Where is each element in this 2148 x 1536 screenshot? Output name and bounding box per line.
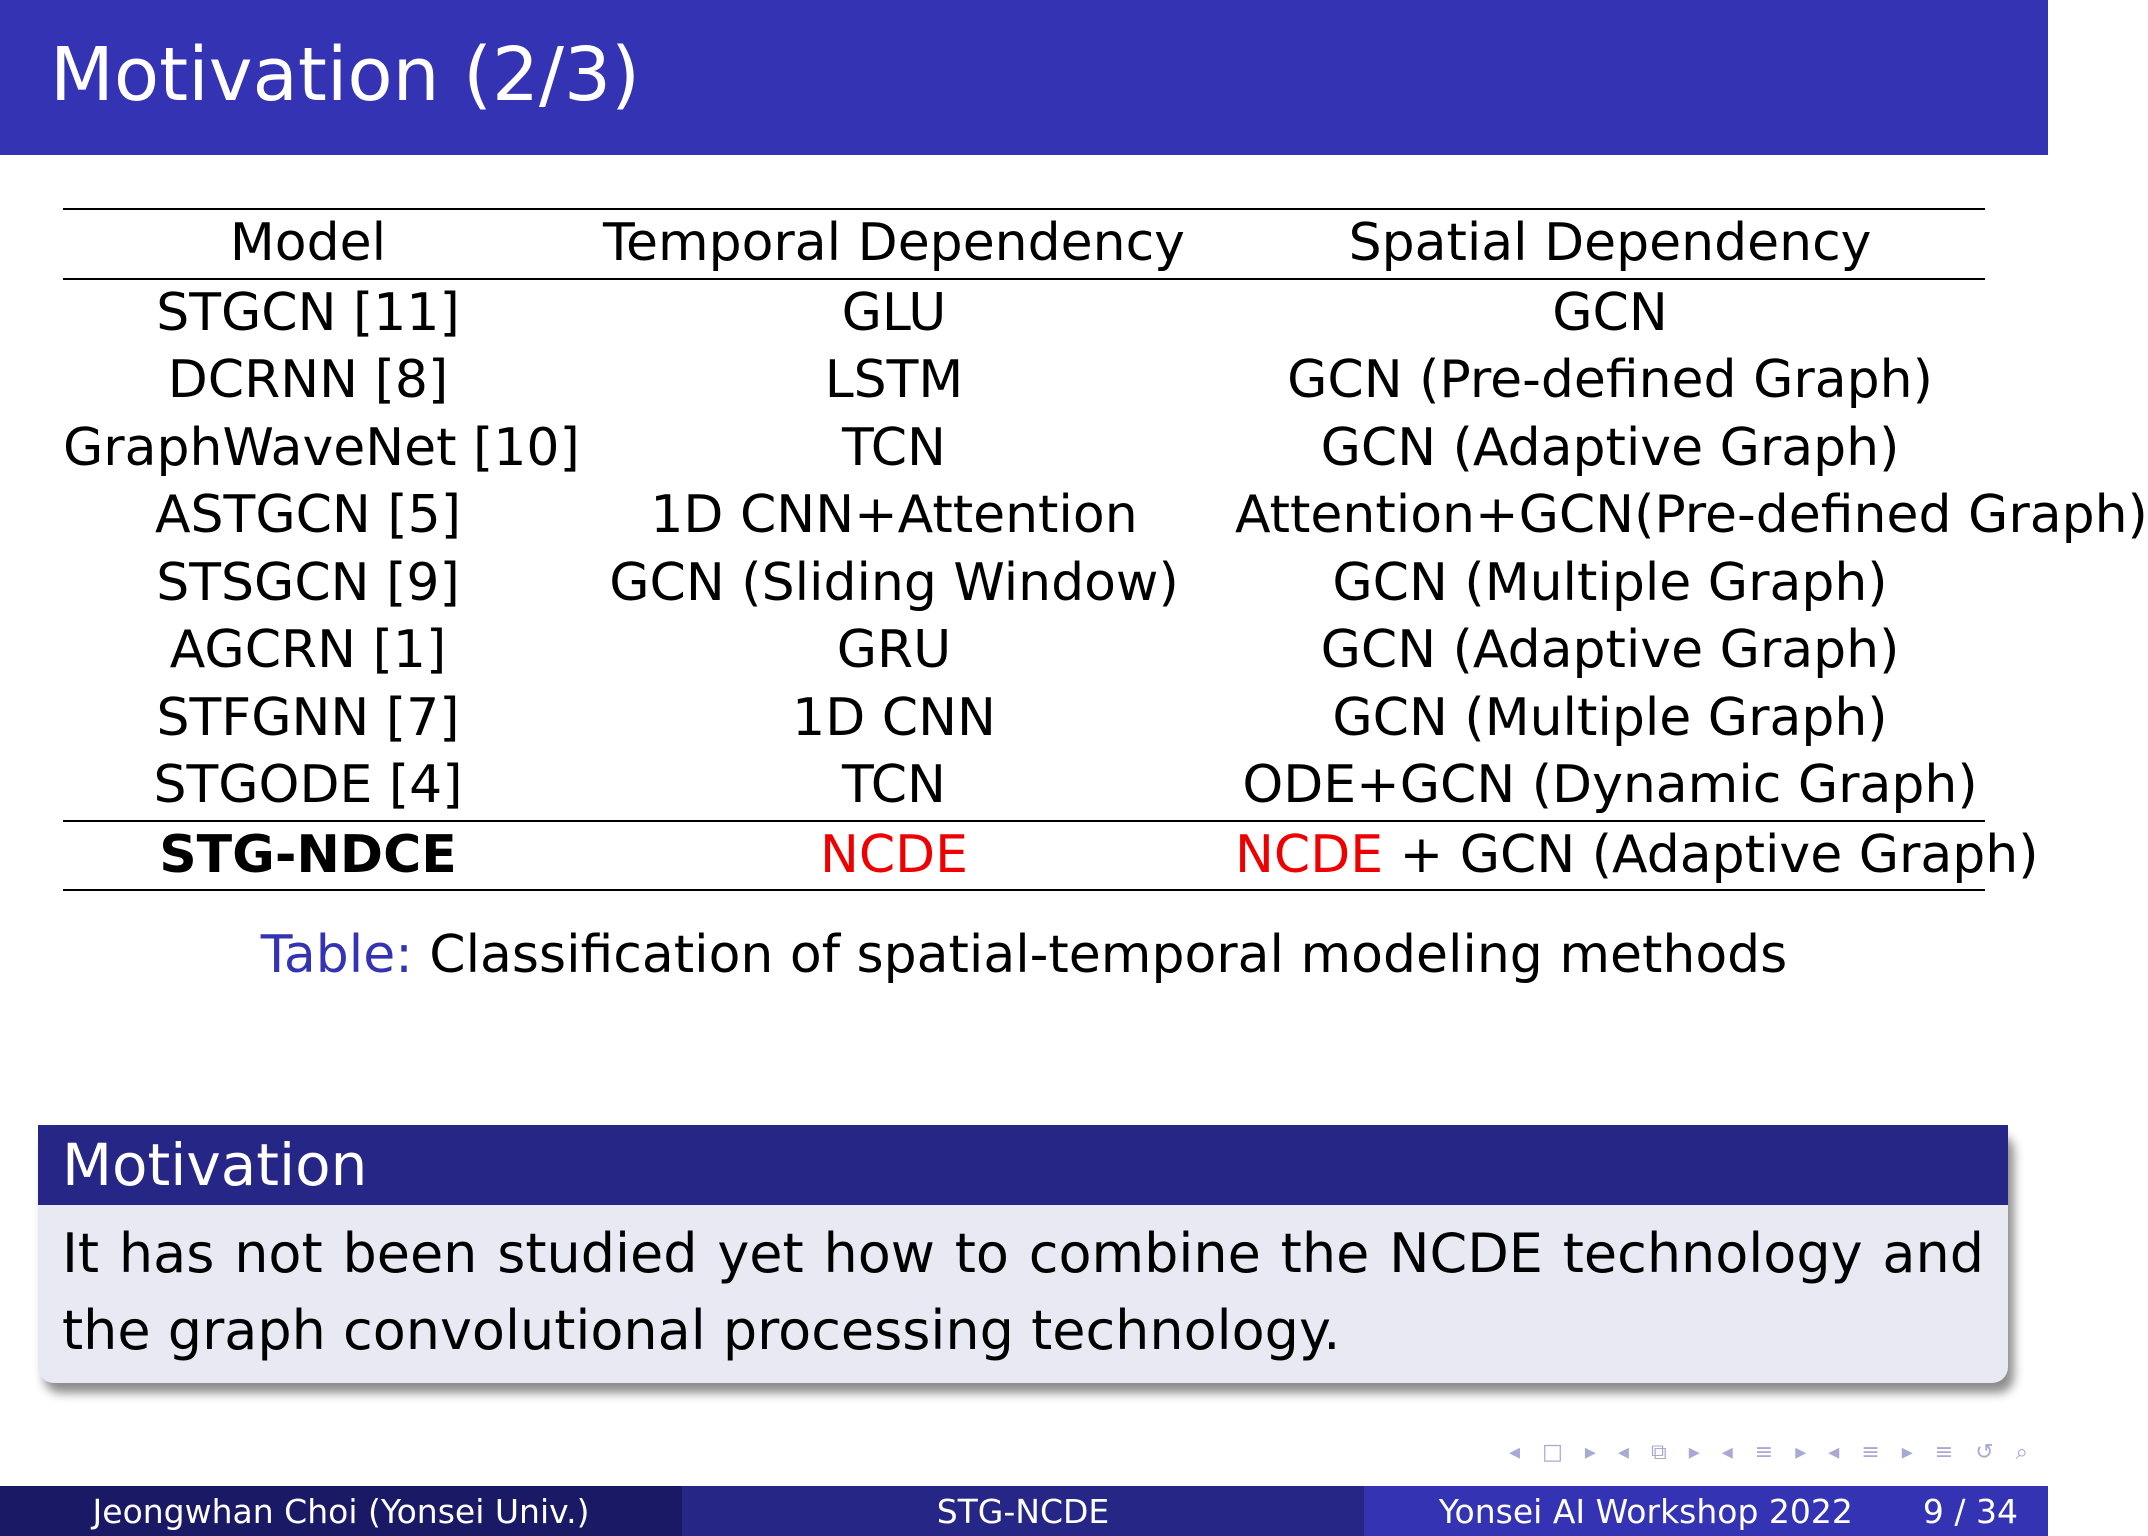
cell-temporal: LSTM	[824, 350, 964, 410]
table-row	[63, 482, 1985, 550]
cell-spatial: ODE+GCN (Dynamic Graph)	[1242, 755, 1978, 815]
slide-title: Motivation (2/3)	[50, 31, 640, 118]
table-row	[63, 347, 1985, 415]
table-row-proposed	[63, 821, 1985, 891]
cell-temporal: GCN (Sliding Window)	[609, 552, 1179, 613]
subsection-next-icon[interactable]: ▸	[1688, 1440, 1700, 1465]
frame-next-icon[interactable]: ▸	[1584, 1440, 1596, 1465]
cell-temporal: GRU	[836, 620, 952, 680]
footer	[0, 1486, 2048, 1536]
classification-table-container	[63, 208, 2148, 891]
cell-temporal: 1D CNN+Attention	[650, 485, 1138, 545]
cell-model-proposed: STG-NDCE	[159, 824, 457, 885]
section-next-icon[interactable]: ▸	[1795, 1440, 1807, 1465]
slide-next-icon[interactable]: ▸	[1901, 1440, 1913, 1465]
header-spatial: Spatial Dependency	[1348, 213, 1872, 273]
table-row	[63, 550, 1985, 618]
block-title-bar	[38, 1125, 2008, 1205]
cell-spatial: GCN (Multiple Graph)	[1332, 552, 1888, 613]
block-body: It has not been studied yet how to combine the NCDE technology and the graph convolutional processing technology.	[62, 1222, 1984, 1362]
cell-spatial: GCN (Multiple Graph)	[1332, 687, 1888, 748]
spatial-highlight: NCDE	[1235, 824, 1384, 885]
caption-label: Table:	[260, 925, 413, 985]
slide-icon[interactable]: ≡	[1861, 1440, 1880, 1465]
navigation-symbols	[1509, 1440, 2028, 1465]
cell-spatial: Attention+GCN(Pre-defined Graph)	[1235, 485, 2148, 545]
cell-spatial: GCN (Pre-defined Graph)	[1287, 350, 1933, 410]
table-row	[63, 752, 1985, 821]
table-row	[63, 279, 1985, 348]
table-row	[63, 617, 1985, 685]
footer-author: Jeongwhan Choi (Yonsei Univ.)	[92, 1491, 590, 1531]
frame-icon[interactable]: □	[1542, 1440, 1563, 1465]
footer-event-segment	[1364, 1486, 2048, 1536]
subsection-icon[interactable]: ⧉	[1650, 1440, 1667, 1465]
cell-model: STGODE [4]	[153, 755, 463, 815]
cell-temporal-proposed: NCDE	[819, 824, 969, 885]
footer-title-segment	[682, 1486, 1364, 1536]
classification-table	[63, 208, 2148, 891]
search-icon[interactable]: ⌕	[2015, 1440, 2028, 1465]
cell-spatial-proposed	[1235, 821, 2039, 891]
cell-model: STFGNN [7]	[156, 687, 460, 748]
cell-spatial: GCN	[1552, 282, 1668, 343]
table-row	[63, 415, 1985, 483]
cell-model: AGCRN [1]	[169, 620, 447, 680]
cell-model: GraphWaveNet [10]	[63, 417, 580, 478]
cell-model: ASTGCN [5]	[154, 485, 462, 545]
slide-prev-icon[interactable]: ◂	[1828, 1440, 1840, 1465]
cell-temporal: TCN	[842, 417, 946, 478]
cell-model: STGCN [11]	[156, 282, 460, 343]
spatial-rest: + GCN (Adaptive Graph)	[1383, 824, 2039, 885]
block-title: Motivation	[62, 1131, 368, 1199]
header-model: Model	[229, 213, 387, 273]
table-header-row	[63, 209, 1985, 279]
cell-temporal: 1D CNN	[792, 687, 996, 748]
footer-author-segment	[0, 1486, 682, 1536]
cell-temporal: TCN	[842, 755, 946, 815]
section-icon[interactable]: ≡	[1754, 1440, 1774, 1465]
footer-event: Yonsei AI Workshop 2022	[1438, 1491, 1853, 1531]
section-prev-icon[interactable]: ◂	[1721, 1440, 1733, 1465]
cell-spatial: GCN (Adaptive Graph)	[1320, 620, 1900, 680]
title-bar	[0, 0, 2048, 155]
cell-model: STSGCN [9]	[156, 552, 460, 613]
cell-model: DCRNN [8]	[167, 350, 449, 410]
motivation-block	[38, 1125, 2008, 1383]
footer-short-title: STG-NCDE	[936, 1491, 1110, 1531]
search-back-icon[interactable]: ↺	[1975, 1440, 1994, 1465]
caption-text: Classification of spatial-temporal modeling methods	[412, 925, 1788, 985]
subsection-prev-icon[interactable]: ◂	[1617, 1440, 1629, 1465]
frame-prev-icon[interactable]: ◂	[1509, 1440, 1521, 1465]
cell-temporal: GLU	[841, 282, 947, 343]
header-temporal: Temporal Dependency	[603, 213, 1185, 273]
footer-page-number: 9 / 34	[1922, 1491, 2018, 1531]
appendix-icon[interactable]: ≡	[1934, 1440, 1954, 1465]
table-caption	[0, 925, 2048, 985]
cell-spatial: GCN (Adaptive Graph)	[1320, 417, 1900, 478]
table-row	[63, 685, 1985, 753]
